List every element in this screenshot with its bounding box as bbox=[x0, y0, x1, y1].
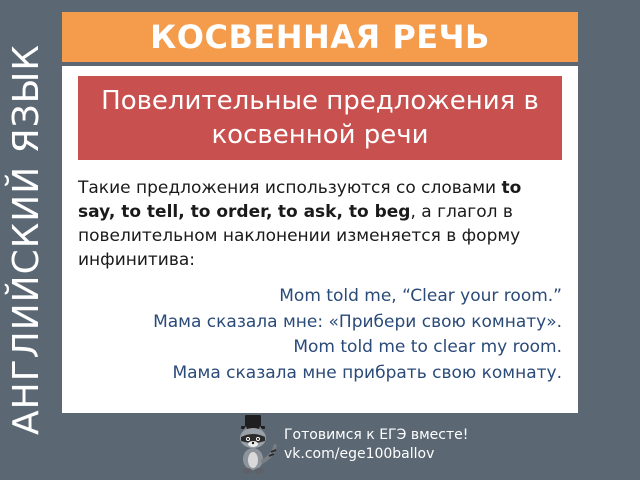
rule-keywords-2: to ask, to beg bbox=[277, 202, 411, 222]
example-line: Mom told me to clear my room. bbox=[293, 337, 562, 357]
footer-link[interactable]: vk.com/ege100ballov bbox=[284, 446, 435, 462]
rule-text-part-1: Такие предложения используются со словами bbox=[78, 178, 502, 198]
example-line: Мама сказала мне: «Прибери свою комнату». bbox=[153, 311, 562, 332]
section-header bbox=[78, 76, 562, 160]
rule-keywords-1: to say, to tell, to order, bbox=[78, 178, 522, 222]
section-header-line-1: Повелительные предложения в bbox=[101, 86, 539, 116]
content-card bbox=[62, 66, 578, 413]
footer-slogan: Готовимся к ЕГЭ вместе! bbox=[284, 427, 469, 443]
raccoon-mascot-icon bbox=[232, 414, 280, 476]
footer-text bbox=[284, 426, 468, 464]
top-banner bbox=[62, 12, 578, 62]
example-line: Мама сказала мне прибрать свою комнату. bbox=[172, 362, 562, 383]
side-title-text: АНГЛИЙСКИЙ ЯЗЫК bbox=[5, 43, 47, 435]
example-line: Mom told me, “Clear your room.” bbox=[279, 286, 562, 306]
side-title bbox=[6, 8, 46, 470]
rule-text-part-3: , а глагол в повелительном наклонении изменяется в форму инфинитива: bbox=[78, 202, 521, 270]
section-header-line-2: косвенной речи bbox=[211, 120, 429, 150]
banner-title: КОСВЕННАЯ РЕЧЬ bbox=[150, 18, 490, 56]
rule-text bbox=[78, 176, 548, 272]
footer bbox=[232, 414, 532, 476]
examples-block bbox=[78, 284, 562, 386]
